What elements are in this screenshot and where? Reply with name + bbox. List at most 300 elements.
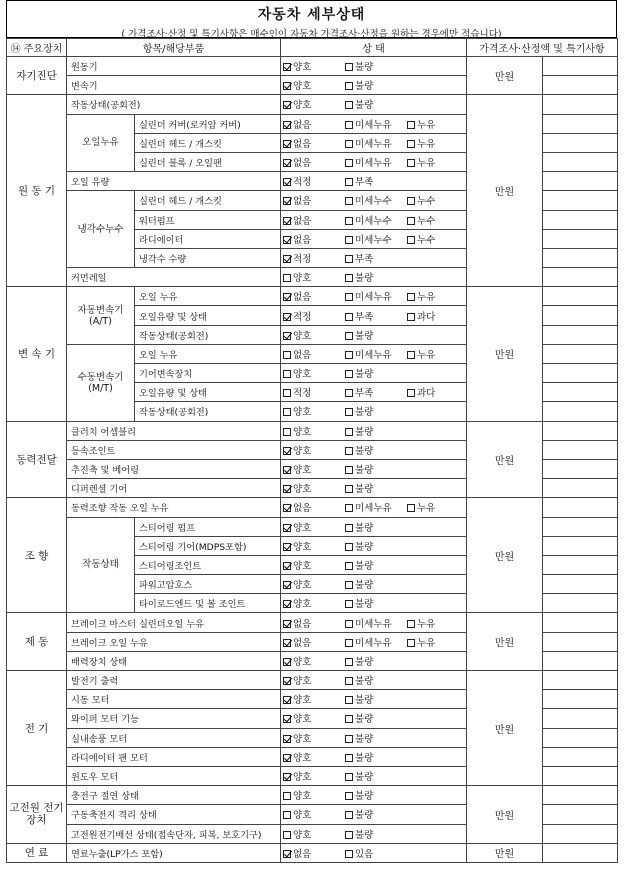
status-option[interactable]: [283, 404, 345, 418]
checked-checkbox-icon[interactable]: [283, 236, 291, 244]
status-option[interactable]: [283, 616, 345, 630]
status-option[interactable]: [345, 155, 407, 169]
option-label: 불량: [355, 484, 374, 496]
remarks-cell[interactable]: [543, 786, 618, 805]
checked-checkbox-icon[interactable]: [283, 293, 291, 301]
price-unit: 만원: [467, 671, 543, 786]
status-option[interactable]: [345, 404, 407, 418]
option-label: 양호: [293, 580, 312, 592]
status-option[interactable]: [345, 193, 407, 207]
checked-checkbox-icon[interactable]: [283, 735, 291, 743]
checkbox-icon[interactable]: [345, 658, 353, 666]
remarks-cell[interactable]: [543, 344, 618, 363]
remarks-cell[interactable]: [543, 479, 618, 498]
status-option[interactable]: [283, 827, 345, 841]
checkbox-icon[interactable]: [345, 696, 353, 704]
status-option[interactable]: [283, 500, 345, 514]
option-label: 양호: [293, 273, 312, 285]
checkbox-icon[interactable]: [407, 217, 415, 225]
status-option[interactable]: [283, 366, 345, 380]
checked-checkbox-icon[interactable]: [283, 140, 291, 148]
status-option[interactable]: [283, 251, 345, 265]
status-option[interactable]: [283, 577, 345, 591]
option-label: 없음: [293, 618, 312, 630]
checkbox-icon[interactable]: [283, 408, 291, 416]
checkbox-icon[interactable]: [345, 773, 353, 781]
option-label: 누유: [417, 138, 436, 150]
checkbox-icon[interactable]: [345, 735, 353, 743]
status-option[interactable]: [345, 270, 407, 284]
status-option[interactable]: [407, 232, 453, 246]
checked-checkbox-icon[interactable]: [283, 658, 291, 666]
remarks-cell[interactable]: [543, 133, 618, 152]
checkbox-icon[interactable]: [345, 524, 353, 532]
checkbox-icon[interactable]: [407, 293, 415, 301]
status-option[interactable]: [345, 673, 407, 687]
checkbox-icon[interactable]: [345, 121, 353, 129]
table-row: [7, 671, 618, 690]
checkbox-icon[interactable]: [283, 792, 291, 800]
checkbox-icon[interactable]: [407, 620, 415, 628]
remarks-cell[interactable]: [543, 459, 618, 478]
status-option[interactable]: [283, 596, 345, 610]
status-option[interactable]: [345, 827, 407, 841]
item-label: 충전구 절연 상태: [67, 786, 281, 805]
remarks-cell[interactable]: [543, 287, 618, 306]
status-option[interactable]: [283, 711, 345, 725]
remarks-cell[interactable]: [543, 191, 618, 210]
status-option[interactable]: [283, 232, 345, 246]
checkbox-icon[interactable]: [345, 543, 353, 551]
status-option[interactable]: [283, 807, 345, 821]
option-label: 양호: [293, 541, 312, 553]
status-option[interactable]: [345, 347, 407, 361]
item-label: 스티어링 펌프: [135, 517, 281, 536]
status-option[interactable]: [283, 78, 345, 92]
checkbox-icon[interactable]: [283, 831, 291, 839]
status-option[interactable]: [345, 520, 407, 534]
status-option[interactable]: [283, 174, 345, 188]
checked-checkbox-icon[interactable]: [283, 313, 291, 321]
price-unit: 만원: [467, 57, 543, 95]
status-option[interactable]: [345, 750, 407, 764]
checkbox-icon[interactable]: [345, 197, 353, 205]
status-option[interactable]: [407, 117, 453, 131]
remarks-cell[interactable]: [543, 268, 618, 287]
status-option[interactable]: [345, 731, 407, 745]
status-option[interactable]: [283, 193, 345, 207]
checked-checkbox-icon[interactable]: [283, 504, 291, 512]
status-option[interactable]: [283, 846, 345, 860]
checkbox-icon[interactable]: [345, 715, 353, 723]
status-option[interactable]: [345, 117, 407, 131]
option-label: 양호: [293, 465, 312, 477]
remarks-cell[interactable]: [543, 805, 618, 824]
option-label: 양호: [293, 484, 312, 496]
option-label: 누유: [417, 158, 436, 170]
item-label: 커먼레일: [67, 268, 281, 287]
status-option[interactable]: [345, 596, 407, 610]
status-option[interactable]: [345, 443, 407, 457]
checked-checkbox-icon[interactable]: [283, 197, 291, 205]
item-label: 타이로드엔드 및 볼 조인트: [135, 594, 281, 613]
checkbox-icon[interactable]: [345, 831, 353, 839]
checked-checkbox-icon[interactable]: [283, 63, 291, 71]
status-option[interactable]: [345, 769, 407, 783]
status-option[interactable]: [283, 328, 345, 342]
status-option[interactable]: [345, 807, 407, 821]
status-cell: [281, 364, 467, 383]
option-label: 없음: [293, 158, 312, 170]
remarks-cell[interactable]: [543, 152, 618, 171]
status-option[interactable]: [283, 635, 345, 649]
checkbox-icon[interactable]: [345, 236, 353, 244]
status-cell: [281, 421, 467, 440]
remarks-cell[interactable]: [543, 402, 618, 421]
status-option[interactable]: [345, 385, 407, 399]
status-option[interactable]: [407, 193, 453, 207]
checkbox-icon[interactable]: [345, 313, 353, 321]
table-row: [7, 613, 618, 632]
checkbox-icon[interactable]: [407, 639, 415, 647]
option-label: 미세누유: [355, 349, 392, 361]
remarks-cell[interactable]: [543, 594, 618, 613]
sheet-title: 자동차 세부상태: [257, 7, 366, 23]
remarks-cell[interactable]: [543, 229, 618, 248]
option-label: 미세누유: [355, 158, 392, 170]
checked-checkbox-icon[interactable]: [283, 543, 291, 551]
option-label: 양호: [293, 560, 312, 572]
status-option[interactable]: [283, 155, 345, 169]
checkbox-icon[interactable]: [345, 447, 353, 455]
option-label: 양호: [293, 62, 312, 74]
checkbox-icon[interactable]: [283, 428, 291, 436]
option-label: 누수: [417, 234, 436, 246]
checkbox-icon[interactable]: [345, 370, 353, 378]
status-option[interactable]: [283, 462, 345, 476]
remarks-cell[interactable]: [543, 95, 618, 114]
item-label: 브레이크 마스터 실린더오일 누유: [67, 613, 281, 632]
item-label: 실린더 헤드 / 개스킷: [135, 191, 281, 210]
checkbox-icon[interactable]: [345, 562, 353, 570]
checked-checkbox-icon[interactable]: [283, 581, 291, 589]
status-option[interactable]: [345, 424, 407, 438]
remarks-cell[interactable]: [543, 517, 618, 536]
status-option[interactable]: [283, 769, 345, 783]
checked-checkbox-icon[interactable]: [283, 485, 291, 493]
item-label: 오일유량 및 상태: [135, 383, 281, 402]
status-cell: [281, 114, 467, 133]
checked-checkbox-icon[interactable]: [283, 121, 291, 129]
checkbox-icon[interactable]: [345, 332, 353, 340]
status-option[interactable]: [407, 500, 453, 514]
status-option[interactable]: [283, 750, 345, 764]
checked-checkbox-icon[interactable]: [283, 524, 291, 532]
status-option[interactable]: [345, 558, 407, 572]
checked-checkbox-icon[interactable]: [283, 850, 291, 858]
checkbox-icon[interactable]: [345, 178, 353, 186]
status-option[interactable]: [407, 213, 453, 227]
status-option[interactable]: [283, 347, 345, 361]
checkbox-icon[interactable]: [283, 351, 291, 359]
checkbox-icon[interactable]: [407, 236, 415, 244]
remarks-cell[interactable]: [543, 690, 618, 709]
checkbox-icon[interactable]: [407, 197, 415, 205]
remarks-cell[interactable]: [543, 421, 618, 440]
checkbox-icon[interactable]: [407, 504, 415, 512]
status-option[interactable]: [283, 59, 345, 73]
checkbox-icon[interactable]: [345, 255, 353, 263]
status-option[interactable]: [345, 232, 407, 246]
status-option[interactable]: [283, 731, 345, 745]
major-category: 변 속 기: [7, 287, 67, 421]
checkbox-icon[interactable]: [283, 274, 291, 282]
option-label: 불량: [355, 810, 374, 822]
status-option[interactable]: [345, 289, 407, 303]
remarks-cell[interactable]: [543, 172, 618, 191]
checked-checkbox-icon[interactable]: [283, 178, 291, 186]
option-label: 불량: [355, 829, 374, 841]
status-option[interactable]: [345, 251, 407, 265]
checkbox-icon[interactable]: [345, 811, 353, 819]
checked-checkbox-icon[interactable]: [283, 620, 291, 628]
option-label: 부족: [355, 388, 374, 400]
status-option[interactable]: [407, 309, 453, 323]
item-label: 동력조향 작동 오일 누유: [67, 498, 281, 517]
remarks-cell[interactable]: [543, 671, 618, 690]
table-body: [7, 57, 618, 863]
status-option[interactable]: [345, 635, 407, 649]
status-option[interactable]: [283, 520, 345, 534]
remarks-cell[interactable]: [543, 57, 618, 76]
status-option[interactable]: [345, 539, 407, 553]
checked-checkbox-icon[interactable]: [283, 217, 291, 225]
status-option[interactable]: [283, 481, 345, 495]
item-label: 원동기: [67, 57, 281, 76]
checked-checkbox-icon[interactable]: [283, 332, 291, 340]
remarks-cell[interactable]: [543, 651, 618, 670]
status-option[interactable]: [283, 97, 345, 111]
price-unit: 만원: [467, 498, 543, 613]
remarks-cell[interactable]: [543, 440, 618, 459]
option-label: 누유: [417, 119, 436, 131]
status-option[interactable]: [283, 385, 345, 399]
remarks-cell[interactable]: [543, 613, 618, 632]
status-cell: [281, 440, 467, 459]
status-option[interactable]: [345, 174, 407, 188]
remarks-cell[interactable]: [543, 364, 618, 383]
remarks-cell[interactable]: [543, 498, 618, 517]
checkbox-icon[interactable]: [345, 428, 353, 436]
remarks-cell[interactable]: [543, 575, 618, 594]
checkbox-icon[interactable]: [407, 140, 415, 148]
checkbox-icon[interactable]: [345, 274, 353, 282]
status-option[interactable]: [345, 654, 407, 668]
option-label: 미세누수: [355, 196, 392, 208]
item-label: 오일 누유: [135, 344, 281, 363]
checkbox-icon[interactable]: [345, 101, 353, 109]
status-cell: [281, 76, 467, 95]
remarks-cell[interactable]: [543, 383, 618, 402]
checkbox-icon[interactable]: [407, 159, 415, 167]
major-category: 연 료: [7, 843, 67, 862]
remarks-cell[interactable]: [543, 824, 618, 843]
status-cell: [281, 709, 467, 728]
status-option[interactable]: [407, 635, 453, 649]
status-option[interactable]: [345, 78, 407, 92]
header-row: [7, 39, 618, 57]
checkbox-icon[interactable]: [345, 63, 353, 71]
item-label: 스티어링 기어(MDPS포함): [135, 536, 281, 555]
status-option[interactable]: [283, 654, 345, 668]
checkbox-icon[interactable]: [345, 754, 353, 762]
option-label: 양호: [293, 522, 312, 534]
item-label: 등속조인트: [67, 440, 281, 459]
status-option[interactable]: [407, 136, 453, 150]
status-option[interactable]: [345, 577, 407, 591]
checkbox-icon[interactable]: [283, 370, 291, 378]
status-option[interactable]: [407, 155, 453, 169]
status-option[interactable]: [283, 213, 345, 227]
checkbox-icon[interactable]: [345, 351, 353, 359]
checked-checkbox-icon[interactable]: [283, 639, 291, 647]
checkbox-icon[interactable]: [345, 581, 353, 589]
status-option[interactable]: [345, 59, 407, 73]
checked-checkbox-icon[interactable]: [283, 600, 291, 608]
checkbox-icon[interactable]: [345, 217, 353, 225]
status-option[interactable]: [345, 328, 407, 342]
checkbox-icon[interactable]: [345, 677, 353, 685]
option-label: 미세누유: [355, 292, 392, 304]
checkbox-icon[interactable]: [345, 466, 353, 474]
option-label: 부족: [355, 177, 374, 189]
checkbox-icon[interactable]: [345, 792, 353, 800]
remarks-cell[interactable]: [543, 747, 618, 766]
checkbox-icon[interactable]: [345, 600, 353, 608]
status-cell: [281, 172, 467, 191]
major-category: 고전원 전기장치: [7, 786, 67, 844]
remarks-cell[interactable]: [543, 632, 618, 651]
checked-checkbox-icon[interactable]: [283, 101, 291, 109]
option-label: 양호: [293, 426, 312, 438]
checkbox-icon[interactable]: [345, 408, 353, 416]
checked-checkbox-icon[interactable]: [283, 82, 291, 90]
status-cell: [281, 498, 467, 517]
checked-checkbox-icon[interactable]: [283, 255, 291, 263]
remarks-cell[interactable]: [543, 843, 618, 862]
status-option[interactable]: [345, 846, 407, 860]
status-option[interactable]: [345, 692, 407, 706]
status-option[interactable]: [407, 385, 453, 399]
status-option[interactable]: [283, 309, 345, 323]
major-category: 제 동: [7, 613, 67, 671]
checked-checkbox-icon[interactable]: [283, 677, 291, 685]
status-option[interactable]: [407, 347, 453, 361]
option-label: 양호: [293, 772, 312, 784]
status-option[interactable]: [345, 366, 407, 380]
checked-checkbox-icon[interactable]: [283, 715, 291, 723]
status-option[interactable]: [283, 424, 345, 438]
checked-checkbox-icon[interactable]: [283, 754, 291, 762]
status-option[interactable]: [345, 616, 407, 630]
status-option[interactable]: [283, 673, 345, 687]
status-option[interactable]: [283, 539, 345, 553]
status-option[interactable]: [345, 462, 407, 476]
status-option[interactable]: [345, 711, 407, 725]
checkbox-icon[interactable]: [345, 850, 353, 858]
checkbox-icon[interactable]: [407, 313, 415, 321]
status-option[interactable]: [345, 788, 407, 802]
checked-checkbox-icon[interactable]: [283, 159, 291, 167]
remarks-cell[interactable]: [543, 306, 618, 325]
checkbox-icon[interactable]: [283, 389, 291, 397]
status-option[interactable]: [283, 289, 345, 303]
status-option[interactable]: [283, 136, 345, 150]
status-option[interactable]: [345, 500, 407, 514]
checked-checkbox-icon[interactable]: [283, 466, 291, 474]
status-option[interactable]: [345, 309, 407, 323]
major-category: 동력전달: [7, 421, 67, 498]
status-option[interactable]: [345, 136, 407, 150]
status-cell: [281, 95, 467, 114]
item-label: 연료누출(LP가스 포함): [67, 843, 281, 862]
checkbox-icon[interactable]: [345, 159, 353, 167]
status-option[interactable]: [283, 692, 345, 706]
option-label: 양호: [293, 81, 312, 93]
checkbox-icon[interactable]: [345, 389, 353, 397]
remarks-cell[interactable]: [543, 76, 618, 95]
checkbox-icon[interactable]: [345, 639, 353, 647]
remarks-cell[interactable]: [543, 325, 618, 344]
remarks-cell[interactable]: [543, 766, 618, 785]
checkbox-icon[interactable]: [283, 811, 291, 819]
status-option[interactable]: [283, 117, 345, 131]
checkbox-icon[interactable]: [345, 140, 353, 148]
sheet-subtitle: ( 가격조사·산정 및 특기사항은 매수인이 자동차 가격조사·산정을 원하는 경우에만 적습니다): [121, 29, 502, 40]
remarks-cell[interactable]: [543, 210, 618, 229]
checkbox-icon[interactable]: [407, 389, 415, 397]
checked-checkbox-icon[interactable]: [283, 696, 291, 704]
checkbox-icon[interactable]: [407, 351, 415, 359]
status-option[interactable]: [345, 481, 407, 495]
remarks-cell[interactable]: [543, 728, 618, 747]
status-option[interactable]: [283, 788, 345, 802]
remarks-cell[interactable]: [543, 536, 618, 555]
checkbox-icon[interactable]: [407, 121, 415, 129]
status-option[interactable]: [283, 270, 345, 284]
status-option[interactable]: [407, 289, 453, 303]
status-option[interactable]: [345, 97, 407, 111]
checked-checkbox-icon[interactable]: [283, 562, 291, 570]
status-option[interactable]: [283, 558, 345, 572]
remarks-cell[interactable]: [543, 248, 618, 267]
checkbox-icon[interactable]: [345, 293, 353, 301]
status-option[interactable]: [345, 213, 407, 227]
remarks-cell[interactable]: [543, 555, 618, 574]
checkbox-icon[interactable]: [345, 504, 353, 512]
checkbox-icon[interactable]: [345, 82, 353, 90]
status-option[interactable]: [283, 443, 345, 457]
remarks-cell[interactable]: [543, 114, 618, 133]
checked-checkbox-icon[interactable]: [283, 447, 291, 455]
checkbox-icon[interactable]: [345, 620, 353, 628]
option-label: 적정: [293, 388, 312, 400]
remarks-cell[interactable]: [543, 709, 618, 728]
status-option[interactable]: [407, 616, 453, 630]
item-label: 윈도우 모터: [67, 766, 281, 785]
checked-checkbox-icon[interactable]: [283, 773, 291, 781]
checkbox-icon[interactable]: [345, 485, 353, 493]
